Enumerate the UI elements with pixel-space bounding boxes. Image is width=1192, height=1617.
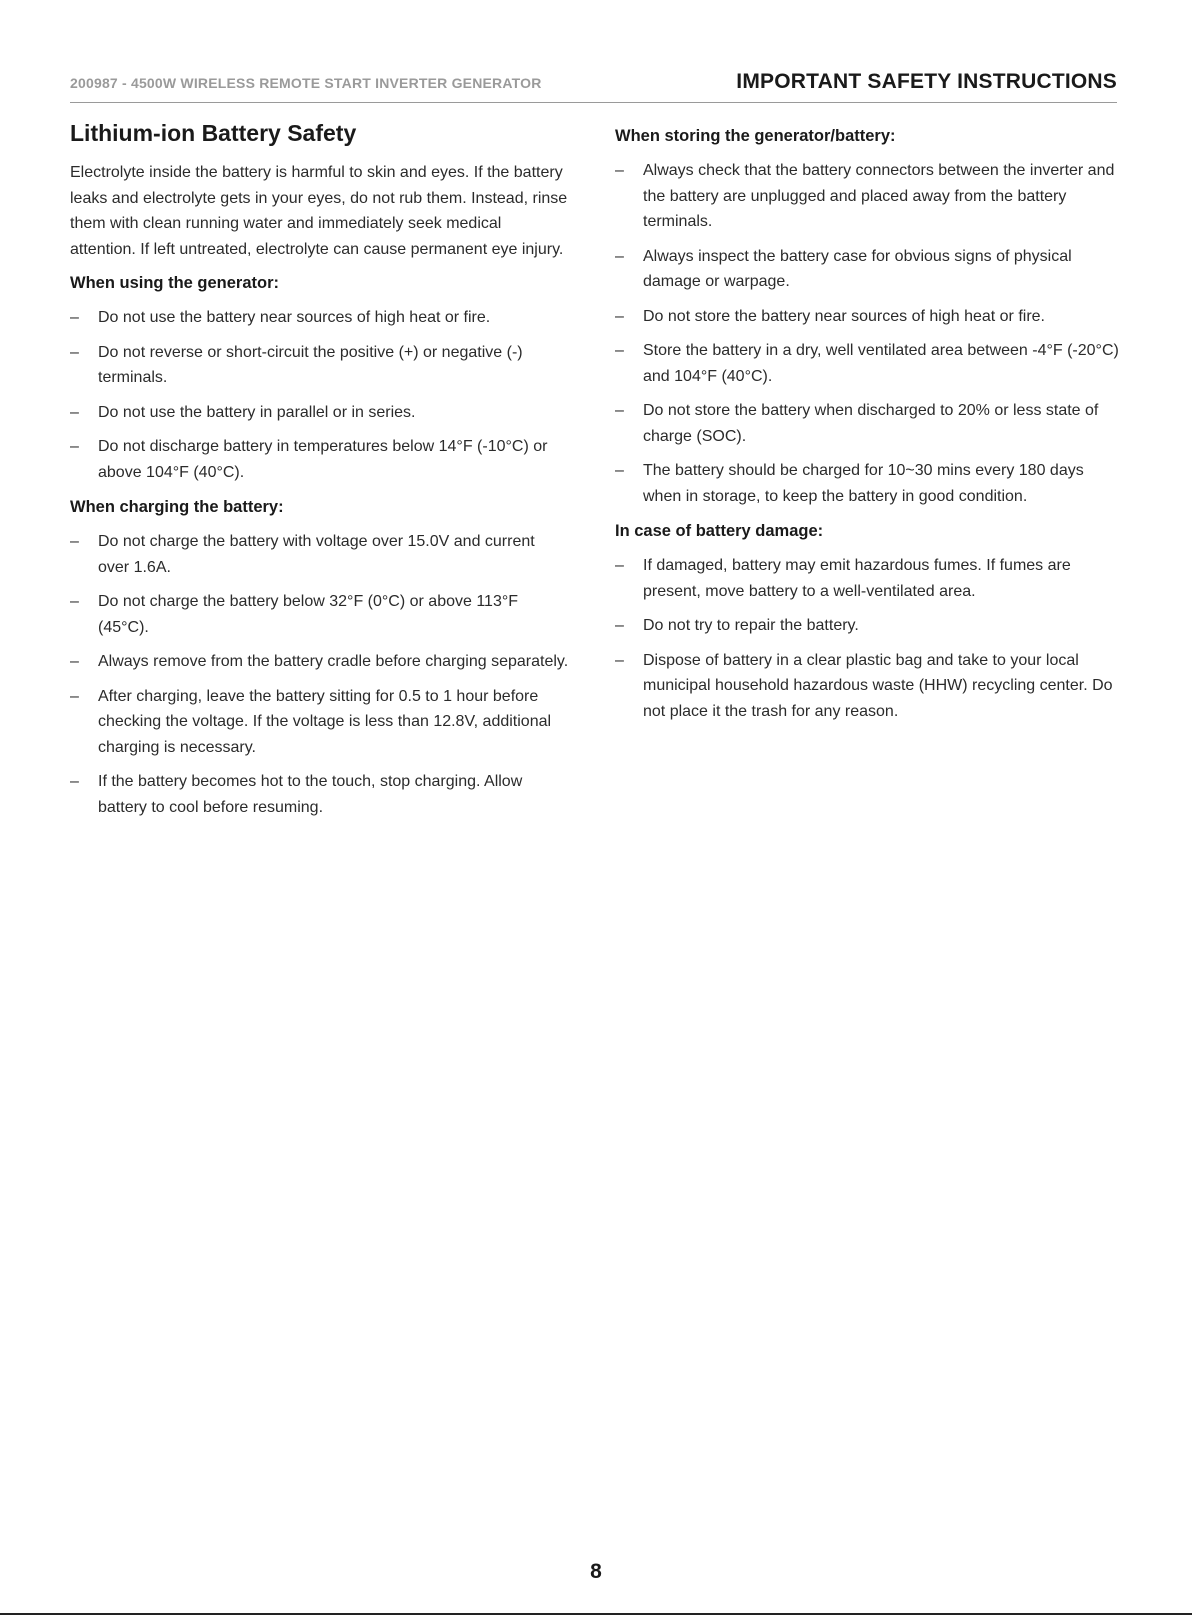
list-item-text: After charging, leave the battery sitting for 0.5 to 1 hour before checking the voltage. If the voltage is less than 12.8V, additional charging is necessary. bbox=[98, 687, 552, 756]
page-number: 8 bbox=[590, 1560, 602, 1583]
list-item bbox=[615, 244, 1120, 295]
list-item bbox=[615, 398, 1120, 449]
list-item-text: Do not reverse or short-circuit the positive (+) or negative (-) terminals. bbox=[98, 343, 523, 386]
left-column bbox=[70, 118, 570, 830]
list-item bbox=[615, 158, 1120, 235]
dash-bullet: – bbox=[70, 687, 79, 705]
list-item-text: Dispose of battery in a clear plastic bag and take to your local municipal household hazardous waste (HHW) recycling center. Do not place it the trash for any reason. bbox=[643, 651, 1113, 720]
list-item-text: Do not store the battery near sources of high heat or fire. bbox=[643, 307, 1045, 325]
list-item-text: The battery should be charged for 10~30 mins every 180 days when in storage, to keep the battery in good condition. bbox=[643, 462, 1084, 505]
list-item-text: Do not use the battery in parallel or in series. bbox=[98, 403, 416, 421]
list-item-text: Always inspect the battery case for obvious signs of physical damage or warpage. bbox=[643, 247, 1072, 290]
dash-bullet: – bbox=[615, 462, 624, 479]
damage-list bbox=[615, 553, 1120, 724]
dash-bullet: – bbox=[70, 773, 79, 790]
dash-bullet: – bbox=[615, 651, 624, 669]
list-item bbox=[615, 553, 1120, 604]
dash-bullet: – bbox=[70, 438, 79, 455]
damage-heading: In case of battery damage: bbox=[615, 522, 824, 540]
dash-bullet: – bbox=[615, 617, 624, 634]
storing-list bbox=[615, 158, 1120, 509]
charging-list bbox=[70, 529, 570, 820]
document-id: 200987 - 4500W WIRELESS REMOTE START INVERTER GENERATOR bbox=[70, 75, 542, 91]
intro-paragraph: Electrolyte inside the battery is harmful to skin and eyes. If the battery leaks and electrolyte gets in your eyes, do not rub them. Instead, rinse them with clean running water and immediately seek medical attention. If left untreated, electrolyte can cause permanent eye injury. bbox=[70, 164, 568, 258]
list-item bbox=[70, 340, 570, 391]
list-item bbox=[615, 648, 1120, 725]
list-item bbox=[70, 434, 570, 485]
list-item bbox=[615, 458, 1120, 509]
dash-bullet: – bbox=[70, 593, 79, 610]
bottom-divider bbox=[0, 1613, 1192, 1615]
list-item-text: Store the battery in a dry, well ventilated area between -4°F (-20°C) and 104°F (40°C). bbox=[643, 342, 1119, 385]
list-item-text: Do not store the battery when discharged to 20% or less state of charge (SOC). bbox=[643, 402, 1099, 445]
list-item-text: Always check that the battery connectors between the inverter and the battery are unplugged and placed away from the battery terminals. bbox=[643, 162, 1115, 230]
page-title: Lithium-ion Battery Safety bbox=[70, 120, 357, 146]
dash-bullet: – bbox=[615, 307, 624, 325]
dash-bullet: – bbox=[70, 343, 79, 361]
list-item bbox=[615, 613, 1120, 639]
section-heading: IMPORTANT SAFETY INSTRUCTIONS bbox=[736, 70, 1117, 93]
list-item-text: Always remove from the battery cradle before charging separately. bbox=[98, 653, 569, 670]
page-header bbox=[70, 68, 1117, 103]
list-item bbox=[70, 529, 570, 580]
charging-heading: When charging the battery: bbox=[70, 498, 284, 516]
storing-heading: When storing the generator/battery: bbox=[615, 127, 896, 145]
dash-bullet: – bbox=[615, 162, 624, 179]
list-item-text: If the battery becomes hot to the touch, stop charging. Allow battery to cool before resuming. bbox=[98, 773, 523, 816]
dash-bullet: – bbox=[70, 403, 79, 421]
dash-bullet: – bbox=[615, 247, 624, 265]
dash-bullet: – bbox=[615, 402, 624, 419]
dash-bullet: – bbox=[615, 342, 624, 359]
dash-bullet: – bbox=[70, 653, 79, 670]
using-heading: When using the generator: bbox=[70, 274, 280, 292]
using-list bbox=[70, 305, 570, 485]
list-item bbox=[70, 400, 570, 426]
list-item bbox=[70, 589, 570, 640]
dash-bullet: – bbox=[615, 557, 624, 574]
list-item bbox=[70, 305, 570, 331]
list-item-text: Do not use the battery near sources of high heat or fire. bbox=[98, 309, 491, 326]
dash-bullet: – bbox=[70, 309, 79, 326]
list-item bbox=[70, 649, 570, 675]
list-item-text: If damaged, battery may emit hazardous fumes. If fumes are present, move battery to a well-ventilated area. bbox=[643, 557, 1071, 600]
list-item bbox=[70, 769, 570, 820]
list-item bbox=[615, 338, 1120, 389]
list-item bbox=[70, 684, 570, 761]
dash-bullet: – bbox=[70, 533, 79, 550]
list-item-text: Do not discharge battery in temperatures below 14°F (-10°C) or above 104°F (40°C). bbox=[98, 438, 548, 481]
list-item bbox=[615, 304, 1120, 330]
list-item-text: Do not charge the battery with voltage over 15.0V and current over 1.6A. bbox=[98, 533, 535, 576]
list-item-text: Do not try to repair the battery. bbox=[643, 617, 859, 634]
right-column bbox=[615, 124, 1120, 734]
list-item-text: Do not charge the battery below 32°F (0°C) or above 113°F (45°C). bbox=[98, 593, 519, 636]
